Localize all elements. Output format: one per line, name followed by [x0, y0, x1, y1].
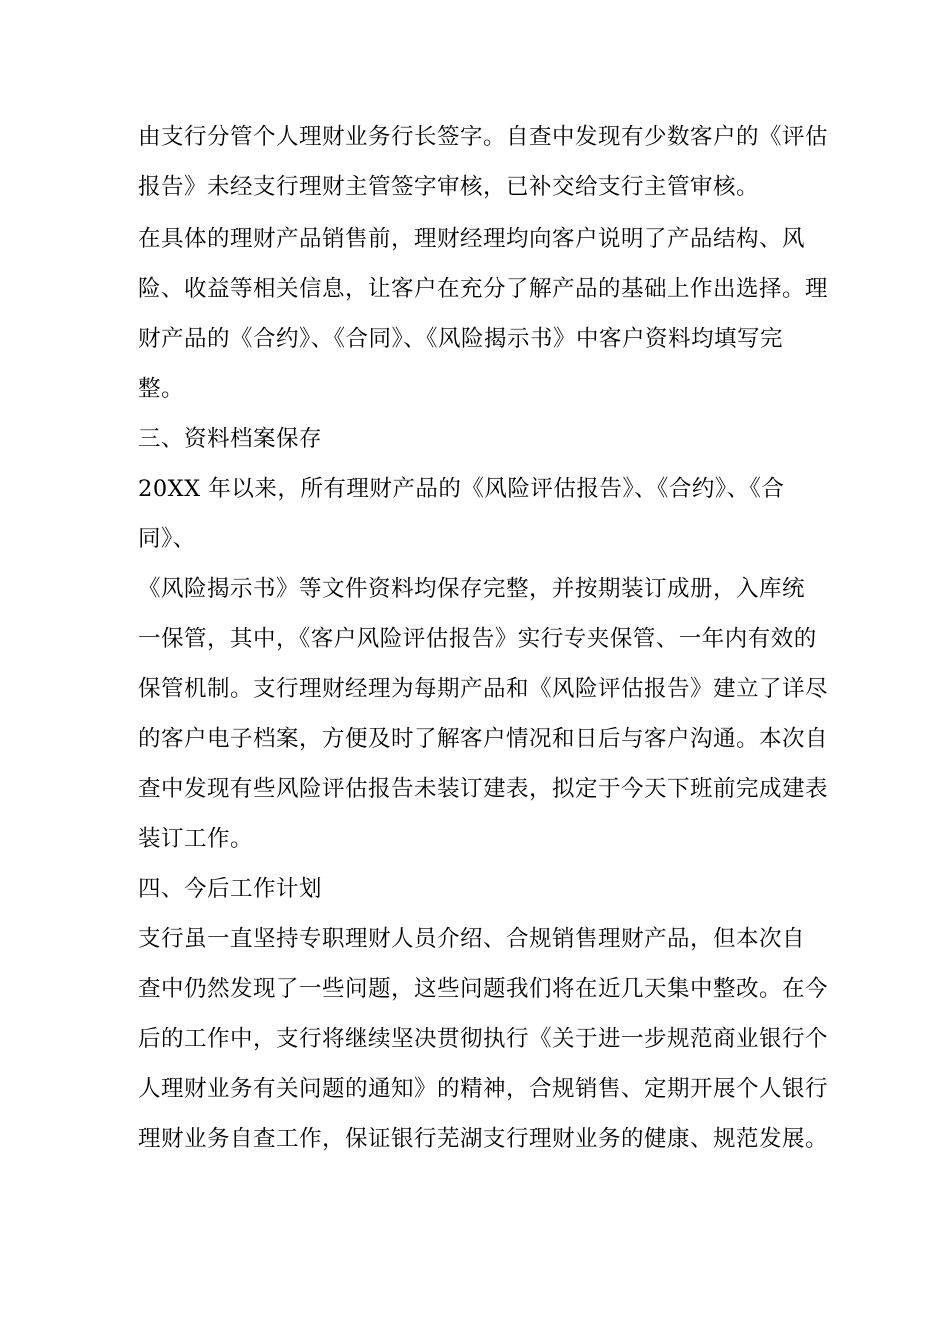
text-line: 险、收益等相关信息，让客户在充分了解产品的基础上作出选择。理: [138, 276, 829, 302]
text-line: 财产品的《合约》、《合同》、《风险揭示书》中客户资料均填写完: [138, 326, 784, 352]
text-line: 保管机制。支行理财经理为每期产品和《风险评估报告》建立了详尽: [138, 676, 829, 702]
text-line: 一保管，其中，《客户风险评估报告》实行专夹保管、一年内有效的: [138, 626, 817, 652]
text-line: 在具体的理财产品销售前，理财经理均向客户说明了产品结构、风: [138, 226, 806, 252]
text-line: 同》、: [138, 526, 196, 552]
text-line: 的客户电子档案，方便及时了解客户情况和日后与客户沟通。本次自: [138, 726, 829, 752]
text-line: 理财业务自查工作，保证银行芜湖支行理财业务的健康、规范发展。: [138, 1126, 829, 1152]
section-heading: 三、资料档案保存: [138, 426, 323, 452]
text-line: 查中发现有些风险评估报告未装订建表，拟定于今天下班前完成建表: [138, 776, 829, 802]
text-line: 人理财业务有关问题的通知》的精神，合规销售、定期开展个人银行: [138, 1076, 829, 1102]
text-line: 《风险揭示书》等文件资料均保存完整，并按期装订成册，入库统: [138, 576, 806, 602]
text-line: 后的工作中，支行将继续坚决贯彻执行《关于进一步规范商业银行个: [138, 1026, 829, 1052]
text-line: 20XX 年以来，所有理财产品的《风险评估报告》、《合约》、《合: [138, 476, 785, 502]
section-heading: 四、今后工作计划: [138, 876, 323, 902]
text-line: 整。: [138, 376, 185, 402]
text-line: 装订工作。: [138, 826, 254, 852]
text-line: 支行虽一直坚持专职理财人员介绍、合规销售理财产品，但本次自: [138, 926, 806, 952]
text-line: 由支行分管个人理财业务行长签字。自查中发现有少数客户的《评估: [138, 124, 829, 150]
text-line: 查中仍然发现了一些问题，这些问题我们将在近几天集中整改。在今: [138, 976, 829, 1002]
text-line: 报告》未经支行理财主管签字审核，已补交给支行主管审核。: [138, 174, 760, 200]
